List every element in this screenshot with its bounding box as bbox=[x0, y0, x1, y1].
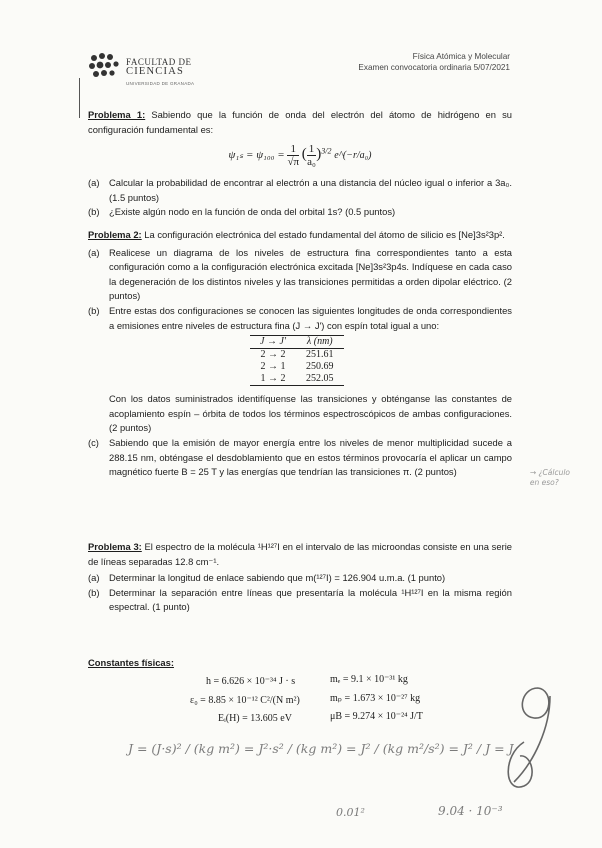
constant-ionization-energy: Eᵢ(H) = 13.605 eV bbox=[218, 713, 292, 724]
exam-header bbox=[358, 51, 510, 73]
table-cell: 2 → 1 bbox=[260, 361, 286, 373]
margin-note-line-1: → ¿Cálculo bbox=[529, 468, 570, 477]
constant-bohr-magneton: μB = 9.274 × 10⁻²⁴ J/T bbox=[330, 711, 423, 722]
problem-1 bbox=[88, 108, 512, 220]
item-text: Determinar la separación entre líneas que presentaría la molécula ¹H¹²⁷I en la misma región espectral. (1 punto) bbox=[109, 586, 512, 613]
table-header-row bbox=[250, 336, 344, 349]
item-text: Calcular la probabilidad de encontrar al electrón a una distancia del núcleo igual o inferior a 3a₀. (1.5 puntos) bbox=[109, 177, 512, 203]
constant-planck: h = 6.626 × 10⁻³⁴ J · s bbox=[206, 676, 296, 687]
item-label: (c) bbox=[88, 436, 99, 448]
problem-3-intro bbox=[88, 540, 512, 569]
constant-proton-mass: mₚ = 1.673 × 10⁻²⁷ kg bbox=[330, 693, 421, 704]
problem-2-text: La configuración electrónica del estado fundamental del átomo de silicio es [Ne]3s²3p². bbox=[144, 229, 505, 240]
fraction-2-num: 1 bbox=[308, 143, 315, 156]
fraction-1 bbox=[287, 143, 299, 168]
logo-line-1: FACULTAD DE bbox=[126, 57, 192, 67]
problem-3 bbox=[88, 540, 512, 615]
wavelength-table bbox=[250, 335, 344, 386]
table-header-transition: J → J' bbox=[250, 336, 296, 349]
problem-2 bbox=[88, 228, 512, 480]
item-label: (b) bbox=[88, 304, 100, 316]
equation-lhs: ψ₁ₛ = ψ₁₀₀ = bbox=[228, 149, 285, 162]
handwritten-note-1: 0.01² bbox=[336, 806, 365, 819]
table-cell: 251.61 bbox=[306, 349, 334, 361]
equation-power: 3/2 bbox=[321, 146, 332, 156]
exam-title: Examen convocatoria ordinaria 5/07/2021 bbox=[358, 63, 510, 72]
item-label: (a) bbox=[88, 246, 100, 258]
table-cell: 252.05 bbox=[296, 373, 344, 386]
item-text: Determinar la longitud de enlace sabiendo que m(¹²⁷I) = 126.904 u.m.a. (1 punto) bbox=[109, 572, 446, 584]
wavefunction-equation: ψ₁ₛ = ψ₁₀₀ = $\frac{1}{√\pi}$ ( $\frac{1}{\text{a₀}}$ )$^{3/2}$ e^(−r/a₀) bbox=[228, 143, 372, 169]
problem-2-item-b bbox=[88, 304, 512, 333]
table-cell: 250.69 bbox=[306, 361, 334, 373]
table-header-wavelength: λ (nm) bbox=[296, 336, 344, 349]
fraction-1-den: √π bbox=[287, 156, 300, 169]
item-label: (a) bbox=[88, 177, 100, 189]
constant-permittivity: ε₀ = 8.85 × 10⁻¹² C²/(N m²) bbox=[190, 695, 300, 706]
equation-exponential: e^(−r/a₀) bbox=[334, 150, 372, 162]
fraction-2 bbox=[307, 143, 317, 168]
constant-electron-mass: mₑ = 9.1 × 10⁻³¹ kg bbox=[330, 674, 408, 685]
fraction-1-num: 1 bbox=[287, 143, 299, 156]
problem-3-title: Problema 3: bbox=[88, 541, 142, 552]
handwritten-unit-analysis: J = (J·s)² / (kg m²) = J²·s² / (kg m²) = J² / (kg m²/s²) = J² / J = J bbox=[128, 741, 514, 756]
item-text: Con los datos suministrados identifíquense las transiciones y obténganse las constantes de acoplamiento espín – órbita de todos los términos espectroscópicos de ambas configuraciones. (2 puntos) bbox=[109, 393, 512, 434]
item-text: Sabiendo que la emisión de mayor energía entre los niveles de menor multiplicidad sucede a 288.15 nm, obténgase el desdoblamiento que en estos términos provocaría el aplicar un campo magnético fuerte B = 25 T y las energías que tendrían las transiciones π. (2 puntos) bbox=[109, 436, 512, 478]
problem-1-intro bbox=[88, 108, 512, 137]
item-label: (a) bbox=[88, 572, 100, 584]
table-cell: 1 → 2 bbox=[250, 373, 296, 386]
problem-1-item-a bbox=[88, 176, 512, 205]
university-logo bbox=[88, 52, 198, 86]
problem-2-title: Problema 2: bbox=[88, 229, 142, 240]
margin-note-line-2: en eso? bbox=[529, 478, 559, 487]
margin-handwritten-note bbox=[530, 468, 570, 488]
problem-2-item-b-continued bbox=[88, 392, 512, 436]
table-row bbox=[250, 373, 344, 386]
item-text: ¿Existe algún nodo en la función de onda del orbital 1s? (0.5 puntos) bbox=[109, 206, 396, 218]
table-row bbox=[250, 361, 344, 373]
problem-2-item-c bbox=[88, 436, 512, 480]
item-text: Entre estas dos configuraciones se conocen las siguientes longitudes de onda correspondientes a emisiones entre niveles de estructura fina (J → J') con espín total igual a uno: bbox=[109, 304, 512, 331]
problem-2-item-a bbox=[88, 246, 512, 304]
problem-1-title: Problema 1: bbox=[88, 109, 146, 120]
problem-3-item-a bbox=[88, 571, 512, 586]
fraction-2-den: a₀ bbox=[307, 156, 316, 169]
item-text: Realicese un diagrama de los niveles de estructura fina correspondientes tanto a esta configuración como a la configuración electrónica excitada [Ne]3s²3p4s. Indíquese en cada caso la degeneración de los distintos niveles y las transiciones permitidas a orden dipolar eléctrico. (2 puntos) bbox=[109, 246, 512, 302]
logo-line-3: UNIVERSIDAD DE GRANADA bbox=[126, 81, 195, 86]
item-label: (b) bbox=[88, 586, 100, 598]
item-label: (b) bbox=[88, 206, 100, 218]
problem-3-item-b bbox=[88, 586, 512, 615]
handwritten-note-2: 9.04 · 10⁻³ bbox=[438, 804, 503, 818]
handwritten-scribble-icon bbox=[498, 682, 564, 802]
table-row bbox=[250, 349, 344, 362]
table-cell: 2 → 2 bbox=[260, 349, 286, 361]
margin-pen-mark bbox=[79, 78, 82, 118]
problem-1-item-b bbox=[88, 205, 512, 220]
logo-line-2: CIENCIAS bbox=[126, 66, 185, 77]
faculty-emblem-icon bbox=[88, 52, 122, 82]
problem-3-text: El espectro de la molécula ¹H¹²⁷I en el intervalo de las microondas consiste en una serie de líneas separadas 12.8 cm⁻¹. bbox=[88, 541, 512, 567]
problem-1-text: Sabiendo que la función de onda del electrón del átomo de hidrógeno en su configuración fundamental es: bbox=[88, 109, 513, 135]
problem-2-intro bbox=[88, 228, 512, 243]
constants-title: Constantes físicas: bbox=[88, 657, 174, 668]
course-name: Física Atómica y Molecular bbox=[412, 52, 510, 61]
